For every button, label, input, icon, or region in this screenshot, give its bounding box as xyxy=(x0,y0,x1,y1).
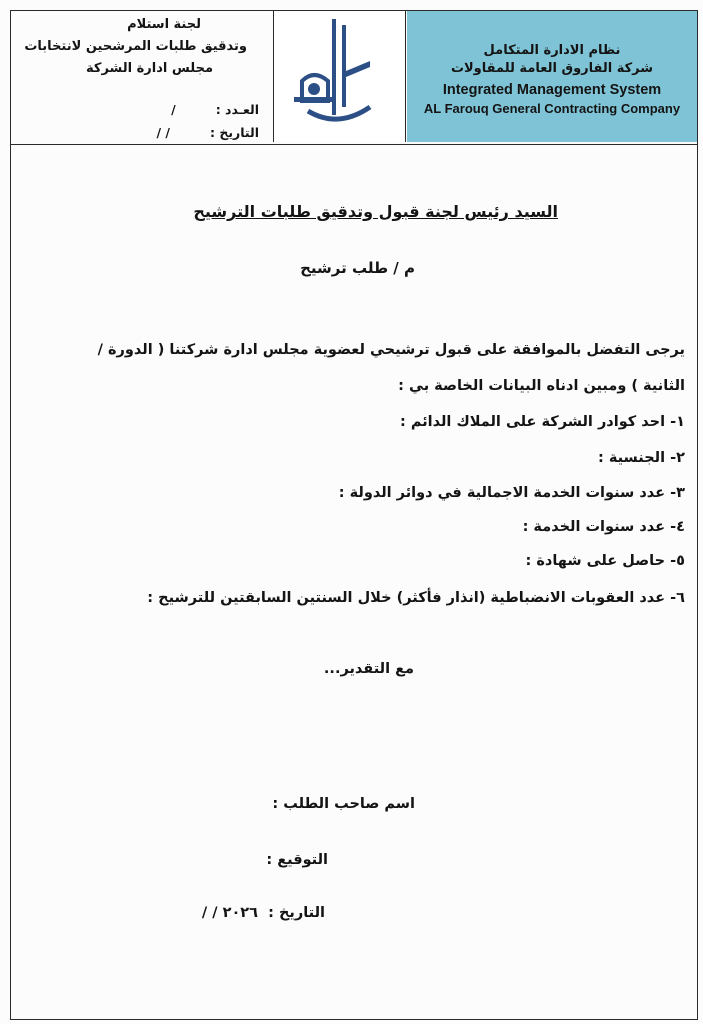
header-date-field xyxy=(156,125,259,140)
number-field xyxy=(171,102,259,117)
number-label: العـدد : xyxy=(215,102,259,117)
subject-line: م / طلب ترشيح xyxy=(300,259,415,277)
applicant-name-label: اسم صاحب الطلب : xyxy=(272,796,415,812)
letterhead xyxy=(11,11,697,145)
signature-label: التوقيع : xyxy=(266,852,328,868)
committee-line-3: مجلس ادارة الشركة xyxy=(86,61,213,76)
committee-line-2: وتدقيق طلبات المرشحين لانتخابات xyxy=(24,39,247,54)
request-paragraph-line-2: الثانية ) ومبين ادناه البيانات الخاصة بي : xyxy=(398,378,685,394)
header-date-label: التاريخ : xyxy=(209,125,259,140)
company-logo xyxy=(274,11,406,142)
header-date-value: / / xyxy=(156,125,170,140)
logo-mark-icon xyxy=(274,11,405,142)
system-name-en: Integrated Management System xyxy=(442,82,662,98)
form-sheet xyxy=(10,10,698,1020)
company-name-en: AL Farouq General Contracting Company xyxy=(423,101,681,116)
system-name-ar: نظام الادارة المتكامل xyxy=(483,43,621,58)
request-paragraph-line-1: يرجى التفضل بالموافقة على قبول ترشيحي لعضوية مجلس ادارة شركتنا ( الدورة / xyxy=(97,342,685,358)
list-item: ١- احد كوادر الشركة على الملاك الدائم : xyxy=(399,414,685,430)
closing-line: مع التقدير... xyxy=(323,661,414,677)
list-item: ٥- حاصل على شهادة : xyxy=(525,553,685,569)
list-item: ٦- عدد العقوبات الانضباطية (انذار فأكثر) خلال السنتين السابقتين للترشيح : xyxy=(147,590,685,606)
list-item: ٣- عدد سنوات الخدمة الاجمالية في دوائر الدولة : xyxy=(338,485,685,501)
footer-date-label: التاريخ : xyxy=(268,905,325,921)
list-item: ٤- عدد سنوات الخدمة : xyxy=(522,519,685,535)
company-name-ar: شركة الفاروق العامة للمقاولات xyxy=(450,61,654,76)
committee-line-1: لجنة استلام xyxy=(127,17,201,32)
list-item: ٢- الجنسية : xyxy=(597,450,685,466)
footer-date-value: / / ٢٠٢٦ xyxy=(201,905,258,921)
committee-box xyxy=(11,11,274,142)
addressee-line: السيد رئيس لجنة قبول وتدقيق طلبات الترشيح xyxy=(193,202,558,221)
company-info-box xyxy=(407,11,697,142)
number-value: / xyxy=(171,102,176,117)
